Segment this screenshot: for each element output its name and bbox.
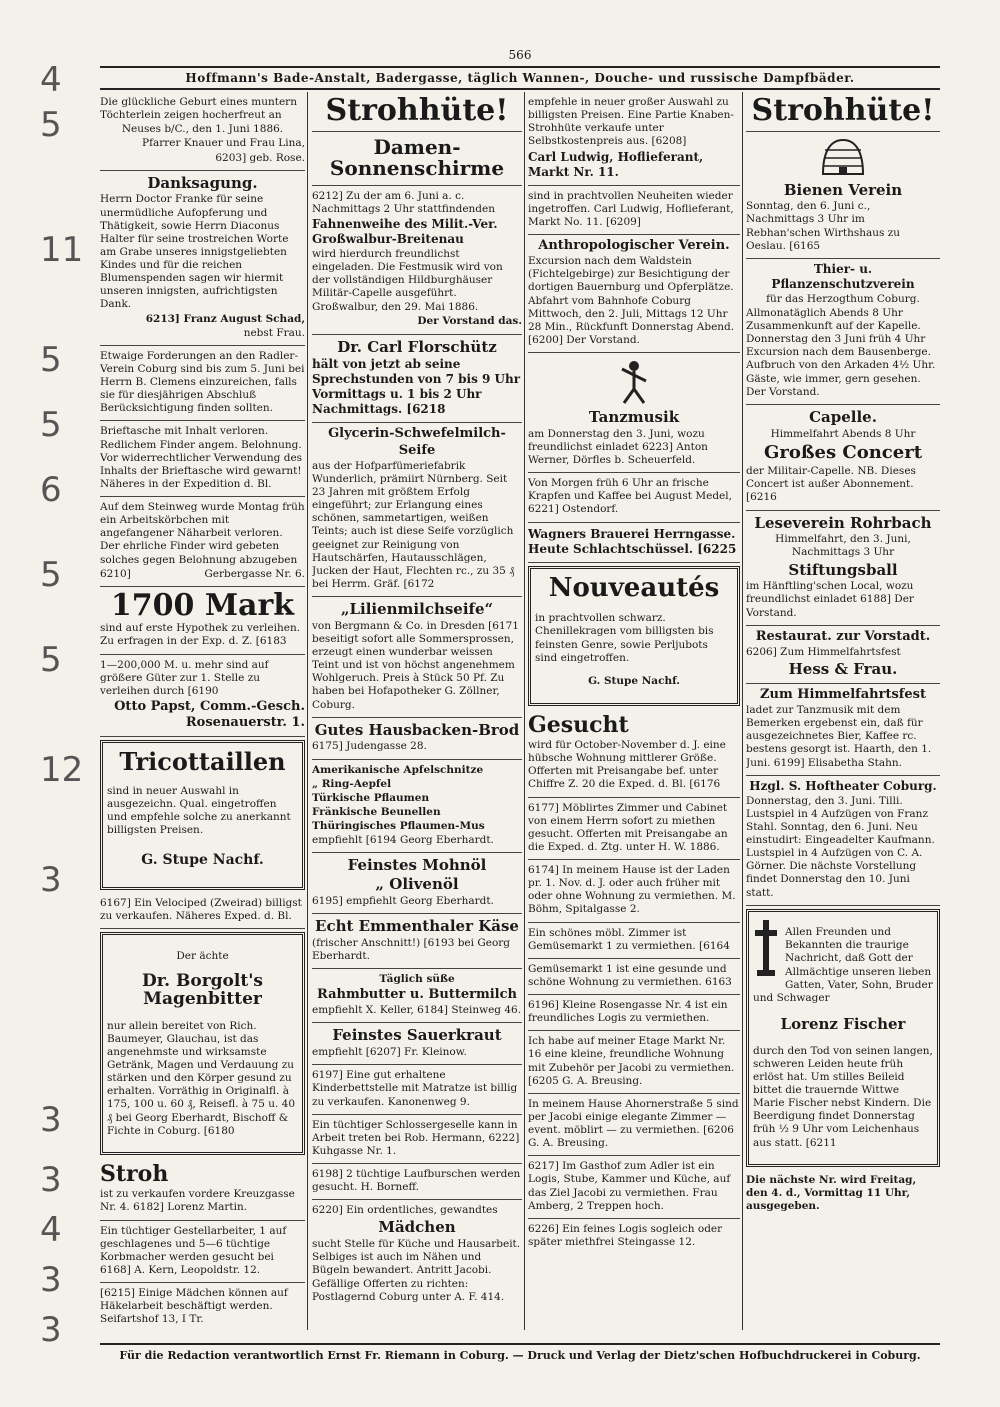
bees-body: Sonntag, den 6. Juni c., Nachmittags 3 Uhr im Rebhan'schen Wirthshaus zu Oeslau. [6165 bbox=[746, 200, 901, 252]
cheese-body: (frischer Anschnitt!) [6193 bei Georg Eberhardt. bbox=[312, 936, 511, 962]
page-headline: Hoffmann's Bade-Anstalt, Badergasse, täglich Wannen-, Douche- und russische Dampfbäder. bbox=[100, 66, 940, 90]
lily-title: „Lilienmilchseife“ bbox=[340, 600, 494, 618]
flag-body: wird hierdurch freundlichst eingeladen. Die Festmusik wird von der vollständigen Hildburghäuser Militär-Capelle ausgeführt. bbox=[312, 247, 503, 300]
page-footer: Für die Redaction verantwortlich Ernst Fr. Riemann in Coburg. — Druck und Verlag der Dietz'schen Hofbuchdruckerei in Coburg. bbox=[100, 1343, 940, 1362]
anthro-ad bbox=[528, 235, 740, 353]
margin-number: 12 bbox=[40, 750, 84, 790]
nouveautes-body: in prachtvollen schwarz. Chenillekragen vom billigsten bis feinsten Genre, sowie Perljubots sind eingetroffen. bbox=[535, 612, 714, 664]
basket-address: Gerbergasse Nr. 6. bbox=[204, 567, 305, 580]
adler-ad bbox=[528, 1156, 740, 1219]
death-notice bbox=[746, 909, 940, 1168]
brewery-text: Wagners Brauerei Herrngasse. Heute Schlachtschüssel. [6225 bbox=[528, 526, 737, 556]
flag-intro: 6212] Zu der am 6. Juni a. c. Nachmittags 2 Uhr stattfindenden bbox=[312, 189, 496, 215]
oil-ad bbox=[312, 853, 522, 914]
soap-ad bbox=[312, 423, 522, 597]
oil-sub: „ Olivenöl bbox=[375, 875, 459, 893]
oil-sign: 6195] empfiehlt Georg Eberhardt. bbox=[312, 894, 494, 907]
birth-parents: Pfarrer Knauer und Frau Lina, bbox=[142, 137, 305, 150]
column-2 bbox=[312, 92, 522, 1330]
loan-ad bbox=[100, 655, 305, 738]
wallet-text: Brieftasche mit Inhalt verloren. Redlichem Finder angem. Belohnung. Vor widerrechtlicher Verwendung des Inhalts der Brieftasche wird gewarnt! Näheres in der Expedition d. Bl. bbox=[100, 425, 303, 490]
birth-notice bbox=[100, 92, 305, 171]
tricot-body: sind in neuer Auswahl in ausgezeichn. Qual. eingetroffen und empfehle solche zu anerkannt billigsten Preisen. bbox=[107, 785, 291, 837]
wallet-notice bbox=[100, 421, 305, 497]
flag-ad bbox=[312, 186, 522, 335]
birth-ref: 6203] geb. Rose. bbox=[215, 151, 305, 164]
velo-ad bbox=[100, 893, 305, 929]
locksmith-text: Ein tüchtiger Schlossergeselle kann in Arbeit treten bei Rob. Hermann, 6222] Kuhgasse Nr. 1. bbox=[312, 1118, 520, 1157]
fruit-line: „ Ring-Aepfel bbox=[312, 777, 392, 790]
fruit-line: Thüringisches Pflaumen-Mus bbox=[312, 820, 485, 832]
claims-text: Etwaige Forderungen an den Radler-Verein Coburg sind bis zum 5. Juni bei Herrn B. Clemens einzureichen, falls sie für diesjährigen Abschluß Berücksichtigung finden sollten. bbox=[100, 349, 305, 415]
maedchen-title: Mädchen bbox=[378, 1218, 456, 1237]
birth-text: Die glückliche Geburt eines muntern Töchterlein zeigen hocherfreut an bbox=[100, 96, 297, 122]
nouveautes-title: Nouveautés bbox=[548, 572, 720, 603]
dance-body: am Donnerstag den 3. Juni, wozu freundlichst einladet 6223] Anton Werner, Dörfles b. Scheuerfeld. bbox=[528, 427, 708, 466]
ahorn-ad bbox=[528, 1094, 740, 1157]
tricot-sign: G. Stupe Nachf. bbox=[141, 851, 264, 868]
feast-ad bbox=[746, 684, 940, 776]
wanted-ad bbox=[528, 709, 740, 798]
etage-text: Ich habe auf meiner Etage Markt Nr. 16 eine kleine, freundliche Wohnung mit Zubehör per Jacobi zu vermiethen. [6205 G. A. Breusing. bbox=[528, 1035, 735, 1087]
mark-body: sind auf erste Hypothek zu verleihen. Zu erfragen in der Exp. d. Z. [6183 bbox=[100, 622, 301, 648]
claims-notice bbox=[100, 346, 305, 422]
etage-ad bbox=[528, 1031, 740, 1094]
kraut-sign: empfiehlt [6207] Fr. Kleinow. bbox=[312, 1046, 467, 1059]
birth-date: Neuses b/C., den 1. Juni 1886. bbox=[121, 123, 284, 136]
rooms-ad bbox=[528, 798, 740, 861]
ahorn-text: In meinem Hause Ahornerstraße 5 sind per Jacobi einige elegante Zimmer — event. möblirt — zu vermiethen. [6206 G. A. Breusing. bbox=[528, 1097, 739, 1150]
margin-number: 3 bbox=[40, 1160, 62, 1200]
basket-ref: 6210] bbox=[100, 567, 131, 580]
hats-ad bbox=[312, 92, 522, 132]
soap-title: Glycerin-Schwefelmilch-Seife bbox=[328, 426, 506, 458]
column-4 bbox=[746, 92, 940, 1330]
capelle-title: Capelle. bbox=[809, 407, 877, 426]
newspaper-page bbox=[100, 40, 940, 1370]
wanted-body: wird für October-November d. J. eine hübsche Wohnung mittlerer Größe. Offerten mit Preisangabe bef. unter Chiffre Z. 20 die Exped. d. Bl. [6176 bbox=[528, 739, 726, 791]
rest-ad bbox=[746, 626, 940, 684]
bread-ad bbox=[312, 718, 522, 760]
hats-title-right: Strohhüte! bbox=[751, 93, 935, 128]
workers-text: Ein tüchtiger Gestellarbeiter, 1 auf geschlagenes und 5—6 tüchtige Korbmacher werden gesucht bei 6168] A. Kern, Leopoldstr. 12. bbox=[100, 1224, 287, 1276]
bread-title: Gutes Hausbacken-Brod bbox=[314, 720, 520, 739]
milk-title: Rahmbutter u. Buttermilch bbox=[316, 987, 517, 1002]
boys-text: 6198] 2 tüchtige Laufburschen werden gesucht. H. Borneff. bbox=[312, 1168, 521, 1194]
workers-ad bbox=[100, 1221, 305, 1284]
dance-title: Tanzmusik bbox=[588, 408, 680, 426]
theater-body: Donnerstag, den 3. Juni. Tilli. Lustspiel in 4 Aufzügen von Franz Stahl. Sonntag, den 6. Juni. Neu einstudirt: Eingeadelter Kaufmann. Lustspiel in 4 Aufzügen von C. A. Görner. Die nächste Vorstellung findet Donnerstag den 10. Juni statt. bbox=[746, 794, 935, 899]
theater-ad bbox=[746, 776, 940, 906]
next-issue-text: Die nächste Nr. wird Freitag, den 4. d., Vormittag 11 Uhr, ausgegeben. bbox=[746, 1174, 917, 1213]
doctor-ad bbox=[312, 335, 522, 424]
margin-number: 5 bbox=[40, 405, 62, 445]
basket-text: Auf dem Steinweg wurde Montag früh ein Arbeitskörbchen mit angefangener Näharbeit verloren. Der ehrliche Finder wird gebeten solches gegen Belohnung abzugeben bbox=[100, 501, 305, 566]
feast-title: Zum Himmelfahrtsfest bbox=[760, 686, 926, 702]
anthro-body: Excursion nach dem Waldstein (Fichtelgebirge) zur Besichtigung der dortigen Bauernburg und Opferplätze. Abfahrt vom Bahnhofe Coburg Mittwoch, den 2. Juli, Mittags 12 Uhr 28 Min., Rückfunft Donnerstag Abend. [6200] Der Vorstand. bbox=[528, 255, 735, 346]
lily-body: von Bergmann & Co. in Dresden [6171 beseitigt sofort alle Sommersprossen, erzeugt einen wunderbar weissen Teint und ist von höchst angenehmem Wohlgeruch. Preis à Stück 50 Pf. Zu haben bei Hofapotheker G. Zöllner, Coburg. bbox=[312, 619, 519, 711]
parasol-title: Damen-Sonnenschirme bbox=[329, 134, 505, 180]
concert-body: der Militair-Capelle. NB. Dieses Concert ist außer Abonnement. [6216 bbox=[746, 465, 916, 504]
death-body-2: durch den Tod von seinen langen, schweren Leiden heute früh erlöst hat. Um stilles Beileid bittet die trauernde Wittwe Marie Fischer nebst Kindern. Die Beerdigung findet Donnerstag früh ½ 9 Uhr vom Leichenhaus aus statt. [6211 bbox=[753, 1044, 933, 1149]
animal-body: Allmonatäglich Abends 8 Uhr Zusammenkunft auf der Kapelle. Donnerstag den 3 Juni früh 4 Uhr Excursion nach dem Bausenberge. Aufbruch von den Arkaden 4½ Uhr. Gäste, wie immer, gern gesehen. Der Vorstand. bbox=[746, 306, 936, 398]
straw-body: ist zu verkaufen vordere Kreuzgasse Nr. 4. 6182] Lorenz Martin. bbox=[100, 1188, 295, 1214]
doctor-title: Dr. Carl Florschütz bbox=[337, 337, 497, 356]
hats-ad-right bbox=[746, 92, 940, 132]
lily-ad bbox=[312, 597, 522, 718]
maedchen-pre: 6220] Ein ordentliches, gewandtes bbox=[312, 1204, 498, 1217]
brewery-ad bbox=[528, 523, 740, 563]
thanks-notice bbox=[100, 171, 305, 346]
dance-ad bbox=[528, 353, 740, 473]
mark-title: 1700 Mark bbox=[110, 587, 295, 623]
straw-title: Stroh bbox=[100, 1161, 169, 1188]
room2-ad bbox=[528, 923, 740, 959]
adler-text: 6217] Im Gasthof zum Adler ist ein Logis, Stube, Kammer und Küche, auf das Ziel Jacobi zu vermiethen. Frau Amberg, 2 Treppen hoch. bbox=[528, 1160, 731, 1212]
basket-notice bbox=[100, 497, 305, 587]
cheese-ad bbox=[312, 914, 522, 969]
column-3 bbox=[528, 92, 740, 1330]
lese-body: Himmelfahrt, den 3. Juni, Nachmittags 3 Uhr bbox=[775, 533, 911, 559]
death-name: Lorenz Fischer bbox=[780, 1015, 906, 1034]
nouveautes-sign: G. Stupe Nachf. bbox=[588, 675, 680, 688]
animal-sub: für das Herzogthum Coburg. bbox=[766, 292, 920, 305]
shop-ad bbox=[528, 860, 740, 923]
steingasse-text: 6226] Ein feines Logis sogleich oder später miethfrei Steingasse 12. bbox=[528, 1222, 723, 1248]
column-1 bbox=[100, 92, 305, 1330]
margin-number: 3 bbox=[40, 860, 62, 900]
flag-title: Fahnenweihe des Milit.-Ver. Großwalbur-Breitenau bbox=[312, 216, 498, 246]
theater-title: Hzgl. S. Hoftheater Coburg. bbox=[749, 778, 937, 793]
cross-icon bbox=[753, 918, 779, 978]
parasol-ad bbox=[312, 132, 522, 186]
rest-sign: Hess & Frau. bbox=[788, 660, 898, 678]
animal-title: Thier- u. Pflanzenschutzverein bbox=[771, 261, 915, 291]
concert-ad bbox=[746, 405, 940, 511]
bitter-title: Dr. Borgolt's Magenbitter bbox=[142, 971, 263, 1010]
locksmith-ad bbox=[312, 1115, 522, 1164]
animal-ad bbox=[746, 259, 940, 405]
flat-text: Gemüsemarkt 1 ist eine gesunde und schöne Wohnung zu vermiethen. 6163 bbox=[528, 962, 732, 988]
beehive-icon bbox=[818, 138, 868, 178]
margin-number: 4 bbox=[40, 60, 62, 100]
maedchen-body: sucht Stelle für Küche und Hausarbeit. Selbiges ist auch im Nähen und Bügeln bewandert. Antritt Jacobi. Gefällige Offerten zu richten: Postlagernd Coburg unter A. F. 414. bbox=[312, 1238, 521, 1303]
ball-body: im Hänftling'schen Local, wozu freundlichst einladet 6188] Der Vorstand. bbox=[746, 580, 914, 619]
hats-text-ad bbox=[528, 92, 740, 186]
hats-title: Strohhüte! bbox=[325, 93, 509, 128]
donuts-text: Von Morgen früh 6 Uhr an frische Krapfen und Kaffee bei August Medel, 6221] Ostendorf. bbox=[528, 477, 732, 516]
bitter-body: nur allein bereitet von Rich. Baumeyer, Glauchau, ist das angenehmste und wirksamste Getränk, Magen und Verdauung zu stärken und den Körper gesund zu erhalten. Vorräthig in Originalfl. à 175, 100 u. 60 ₰, Reisefl. à 75 u. 40 ₰ bei Georg Eberhardt, Bischoff & Fichte in Coburg. [6180 bbox=[107, 1019, 296, 1137]
concert-title: Großes Concert bbox=[763, 441, 923, 463]
margin-number: 5 bbox=[40, 105, 62, 145]
next-issue bbox=[746, 1170, 940, 1218]
nouveautes-ad bbox=[528, 566, 740, 706]
margin-number: 6 bbox=[40, 470, 62, 510]
rest-title: Restaurat. zur Vorstadt. bbox=[755, 628, 931, 644]
column-rule bbox=[524, 92, 525, 1330]
pram-ad bbox=[312, 1065, 522, 1114]
rooms-text: 6177] Möblirtes Zimmer und Cabinet von einem Herrn sofort zu miethen gesucht. Offerten mit Preisangabe an die Exped. d. Ztg. unter H. W. 1886. bbox=[528, 801, 728, 853]
bees-title: Bienen Verein bbox=[783, 180, 903, 199]
girls-text: [6215] Einige Mädchen können auf Häkelarbeit beschäftigt werden. Seifartshof 13, I Tr. bbox=[100, 1287, 288, 1326]
page-number: 566 bbox=[508, 48, 532, 62]
fruit-line: Türkische Pflaumen bbox=[312, 791, 430, 804]
kraut-ad bbox=[312, 1023, 522, 1065]
flat-ad bbox=[528, 959, 740, 995]
feast-body: ladet zur Tanzmusik mit dem Bemerken ergebenst ein, daß für ausgezeichnetes Bier, Kaffee rc. bestens gesorgt ist. Haarth, den 1. Juni. 6199] Elisabetha Stahn. bbox=[746, 704, 932, 769]
tricot-title: Tricottaillen bbox=[119, 747, 286, 777]
straw-ad bbox=[100, 1158, 305, 1220]
steingasse-ad bbox=[528, 1219, 740, 1254]
wanted-title: Gesucht bbox=[528, 711, 629, 738]
room2-text: Ein schönes möbl. Zimmer ist Gemüsemarkt 1 zu vermiethen. [6164 bbox=[528, 926, 730, 952]
capelle-body: Himmelfahrt Abends 8 Uhr bbox=[770, 427, 916, 440]
lese-title: Leseverein Rohrbach bbox=[754, 513, 932, 532]
hats-text: empfehle in neuer großer Auswahl zu billigsten Preisen. Eine Partie Knaben-Strohhüte verkaufe unter Selbstkostenpreis aus. [6208] bbox=[528, 96, 734, 148]
column-rule bbox=[307, 92, 308, 1330]
fruit-ad bbox=[312, 760, 522, 854]
bitter-pre: Der ächte bbox=[176, 949, 229, 962]
donuts-ad bbox=[528, 473, 740, 522]
soap-body: aus der Hofparfümeriefabrik Wunderlich, prämiirt Nürnberg. Seit 23 Jahren mit größtem Erfolg eingeführt; zur Erlangung eines schönen, sammetartigen, weißen Teints; auch ist diese Seife vorzüglich geeignet zur Reinigung von Hautschärfen, Hautausschlägen, Jucken der Haut, Flechten rc., zu 35 ₰ bei Herrm. Gräf. [6172 bbox=[312, 459, 515, 590]
fruit-line: Fränkische Beunellen bbox=[312, 805, 441, 818]
margin-number: 11 bbox=[40, 230, 84, 270]
margin-number: 5 bbox=[40, 555, 62, 595]
kraut-title: Feinstes Sauerkraut bbox=[332, 1026, 502, 1045]
death-body: Allen Freunden und Bekannten die traurige Nachricht, daß Gott der Allmächtige unseren lieben Gatten, Vater, Sohn, Bruder und Schwager bbox=[753, 926, 933, 1004]
mark-ad bbox=[100, 587, 305, 655]
logis-text: 6196] Kleine Rosengasse Nr. 4 ist ein freundliches Logis zu vermiethen. bbox=[528, 999, 728, 1025]
loan-text: 1—200,000 M. u. mehr sind auf größere Güter zur 1. Stelle zu verleihen durch [6190 bbox=[100, 658, 269, 697]
bread-ref: 6175] Judengasse 28. bbox=[312, 740, 427, 753]
anthro-title: Anthropologischer Verein. bbox=[538, 237, 730, 253]
thanks-sign-2: nebst Frau. bbox=[243, 326, 305, 339]
thanks-title: Danksagung. bbox=[147, 173, 258, 192]
maedchen-ad bbox=[312, 1200, 522, 1309]
ball-title: Stiftungsball bbox=[788, 560, 898, 579]
thanks-body: Herrn Doctor Franke für seine unermüdliche Aufopferung und Thätigkeit, sowie Herrn Diaconus Halter für seine trostreichen Worte am Grabe unseres innigstgeliebten Kindes und für die reichen Blumenspenden sagen wir hiermit unseren innigsten, aufrichtigsten Dank. bbox=[100, 193, 289, 311]
milk-ad bbox=[312, 969, 522, 1024]
loan-sign: Otto Papst, Comm.-Gesch. Rosenauerstr. 1. bbox=[114, 698, 305, 731]
cheese-title: Echt Emmenthaler Käse bbox=[315, 916, 519, 935]
velo-text: 6167] Ein Velociped (Zweirad) billigst zu verkaufen. Näheres Exped. d. Bl. bbox=[100, 897, 302, 923]
oil-title: Feinstes Mohnöl bbox=[347, 856, 487, 875]
margin-number: 3 bbox=[40, 1310, 62, 1350]
logis-ad bbox=[528, 995, 740, 1031]
margin-number: 5 bbox=[40, 640, 62, 680]
margin-number: 3 bbox=[40, 1100, 62, 1140]
flag-date: Großwalbur, den 29. Mai 1886. bbox=[312, 301, 479, 314]
girls-ad bbox=[100, 1283, 305, 1330]
fruit-sign: empfiehlt [6194 Georg Eberhardt. bbox=[312, 834, 494, 847]
shop-text: 6174] In meinem Hause ist der Laden pr. 1. Nov. d. J. oder auch früher mit oder ohne Wohnung zu vermiethen. M. Böhm, Spitalgasse 2. bbox=[528, 864, 736, 916]
doctor-body: hält von jetzt ab seine Sprechstunden von 7 bis 9 Uhr Vormittags u. 1 bis 2 Uhr Nachmittags. [6218 bbox=[312, 357, 521, 417]
hats-sign: Carl Ludwig, Hoflieferant, Markt Nr. 11. bbox=[528, 149, 704, 179]
flag-sign: Der Vorstand das. bbox=[417, 315, 522, 328]
parasol-text: sind in prachtvollen Neuheiten wieder ingetroffen. Carl Ludwig, Hoflieferant, Markt No. 11. [6209] bbox=[528, 189, 734, 228]
dancer-icon bbox=[614, 359, 654, 405]
bees-ad bbox=[746, 132, 940, 259]
column-rule bbox=[742, 92, 743, 1330]
rest-body: 6206] Zum Himmelfahrtsfest bbox=[746, 645, 901, 658]
margin-number: 4 bbox=[40, 1210, 62, 1250]
thanks-sign: 6213] Franz August Schad, bbox=[145, 312, 305, 325]
tricot-ad bbox=[100, 740, 305, 890]
bitter-ad bbox=[100, 932, 305, 1155]
margin-number: 5 bbox=[40, 340, 62, 380]
margin-number: 3 bbox=[40, 1260, 62, 1300]
milk-pre: Täglich süße bbox=[379, 972, 455, 985]
boys-ad bbox=[312, 1164, 522, 1200]
lese-ad bbox=[746, 511, 940, 626]
parasol-text-ad bbox=[528, 186, 740, 235]
pram-text: 6197] Eine gut erhaltene Kinderbettstelle mit Matratze ist billig zu verkaufen. Kanonenweg 9. bbox=[312, 1069, 518, 1108]
fruit-line: Amerikanische Apfelschnitze bbox=[312, 763, 484, 776]
milk-sign: empfiehlt X. Keller, 6184] Steinweg 46. bbox=[312, 1004, 522, 1017]
